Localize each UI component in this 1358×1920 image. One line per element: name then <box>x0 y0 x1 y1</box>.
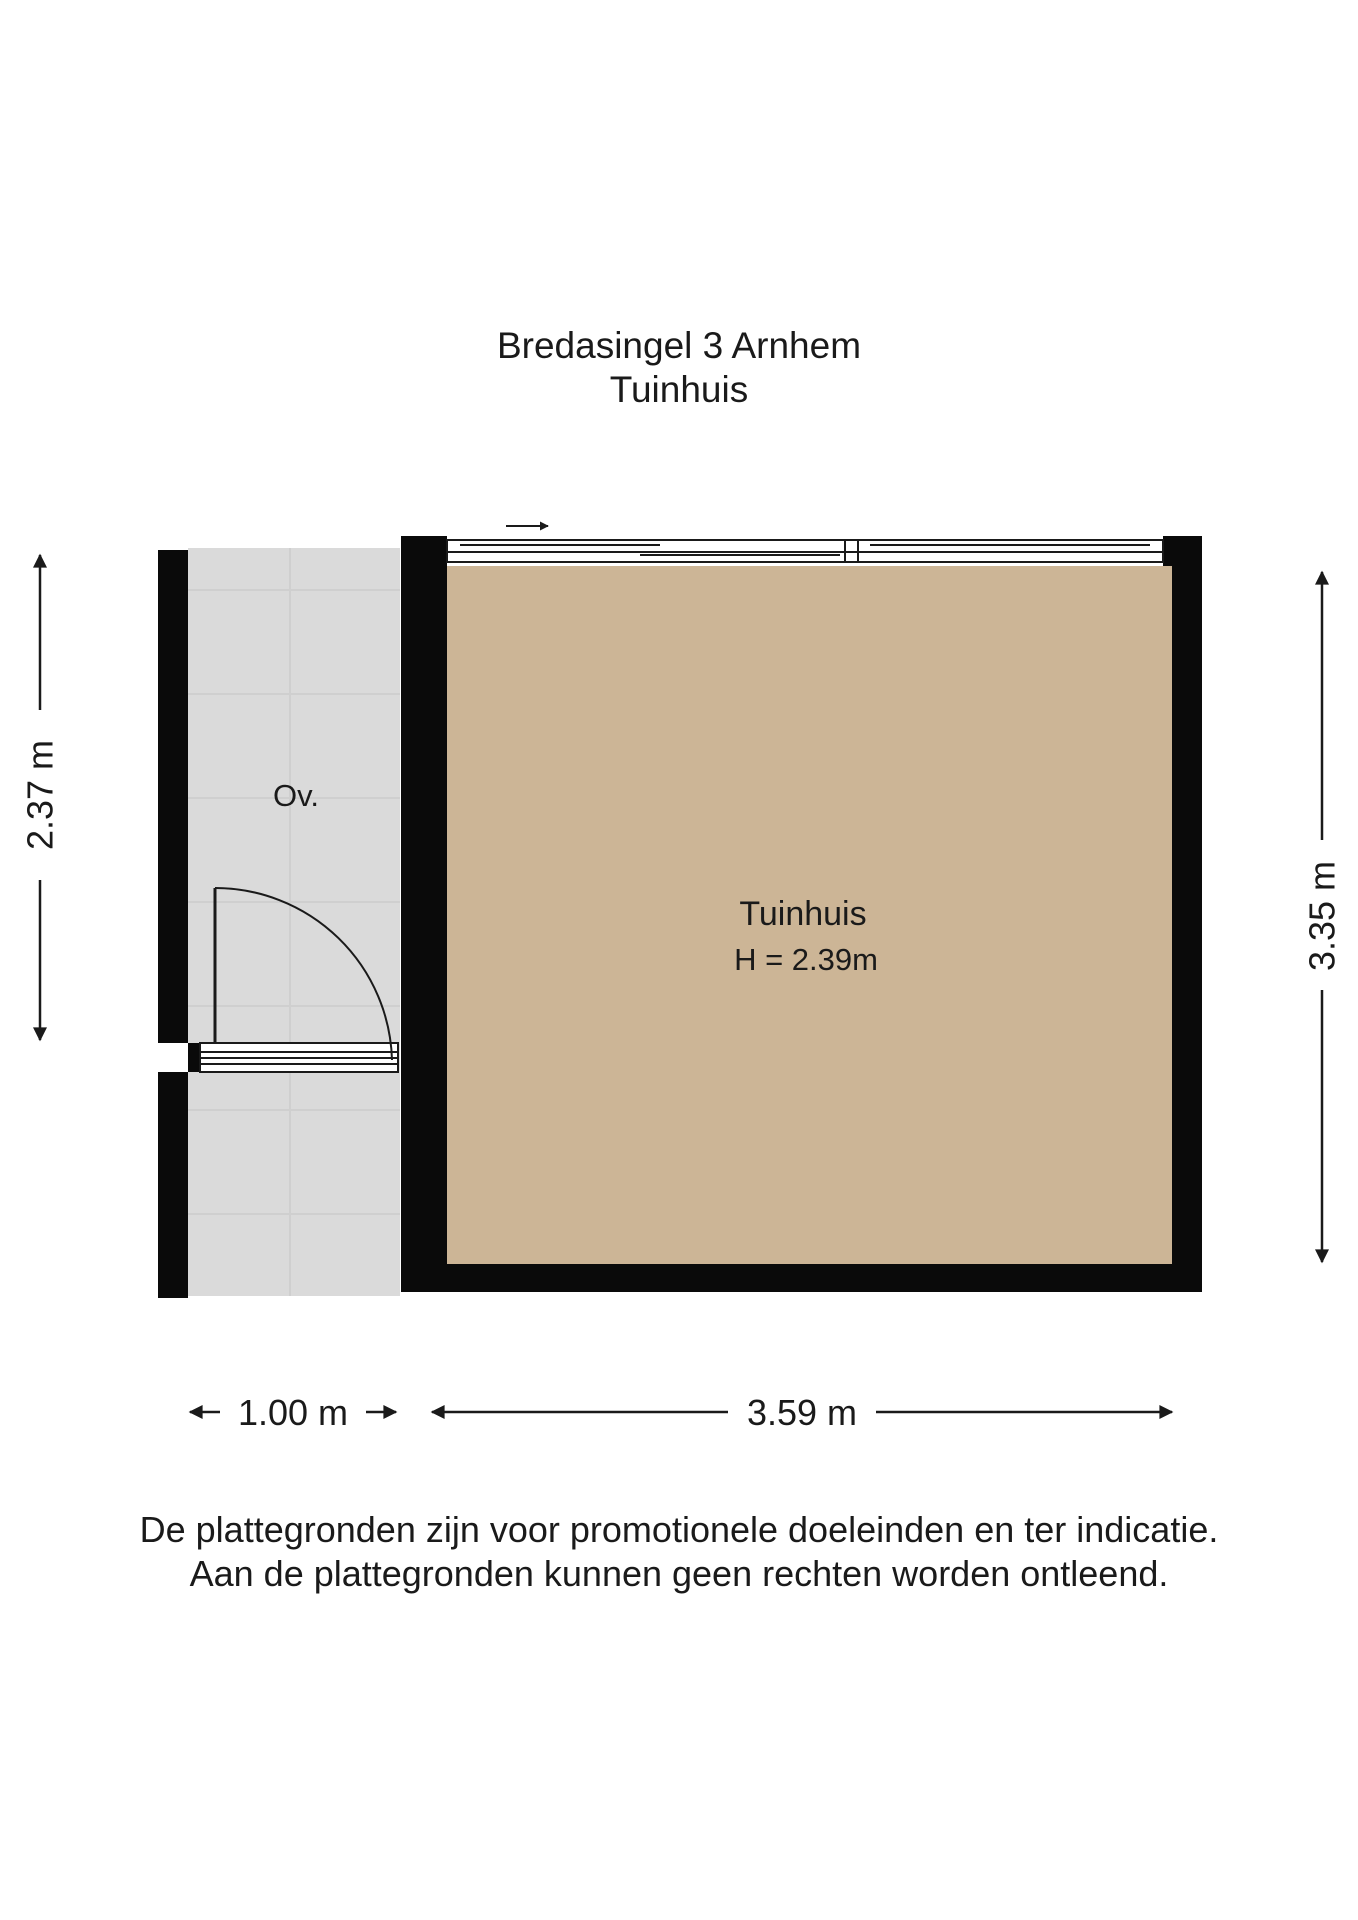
room-label-main: Tuinhuis <box>739 895 867 933</box>
main-width-label: 3.59 m <box>746 1392 858 1433</box>
left-height-label: 2.37 m <box>19 739 61 851</box>
left-width-label: 1.00 m <box>237 1392 349 1433</box>
right-height-label: 3.35 m <box>1301 860 1343 972</box>
covered-area-floor <box>188 548 400 1296</box>
plan-subtitle: Tuinhuis <box>609 369 749 410</box>
room-height-label: H = 2.39m <box>734 942 878 977</box>
room-label-covered: Ov. <box>273 778 319 813</box>
disclaimer-line-2: Aan de plattegronden kunnen geen rechten worden ontleend. <box>189 1553 1169 1594</box>
plan-title: Bredasingel 3 Arnhem <box>496 325 862 366</box>
disclaimer-line-1: De plattegronden zijn voor promotionele doeleinden en ter indicatie. <box>139 1509 1219 1550</box>
sliding-window <box>447 540 1163 562</box>
